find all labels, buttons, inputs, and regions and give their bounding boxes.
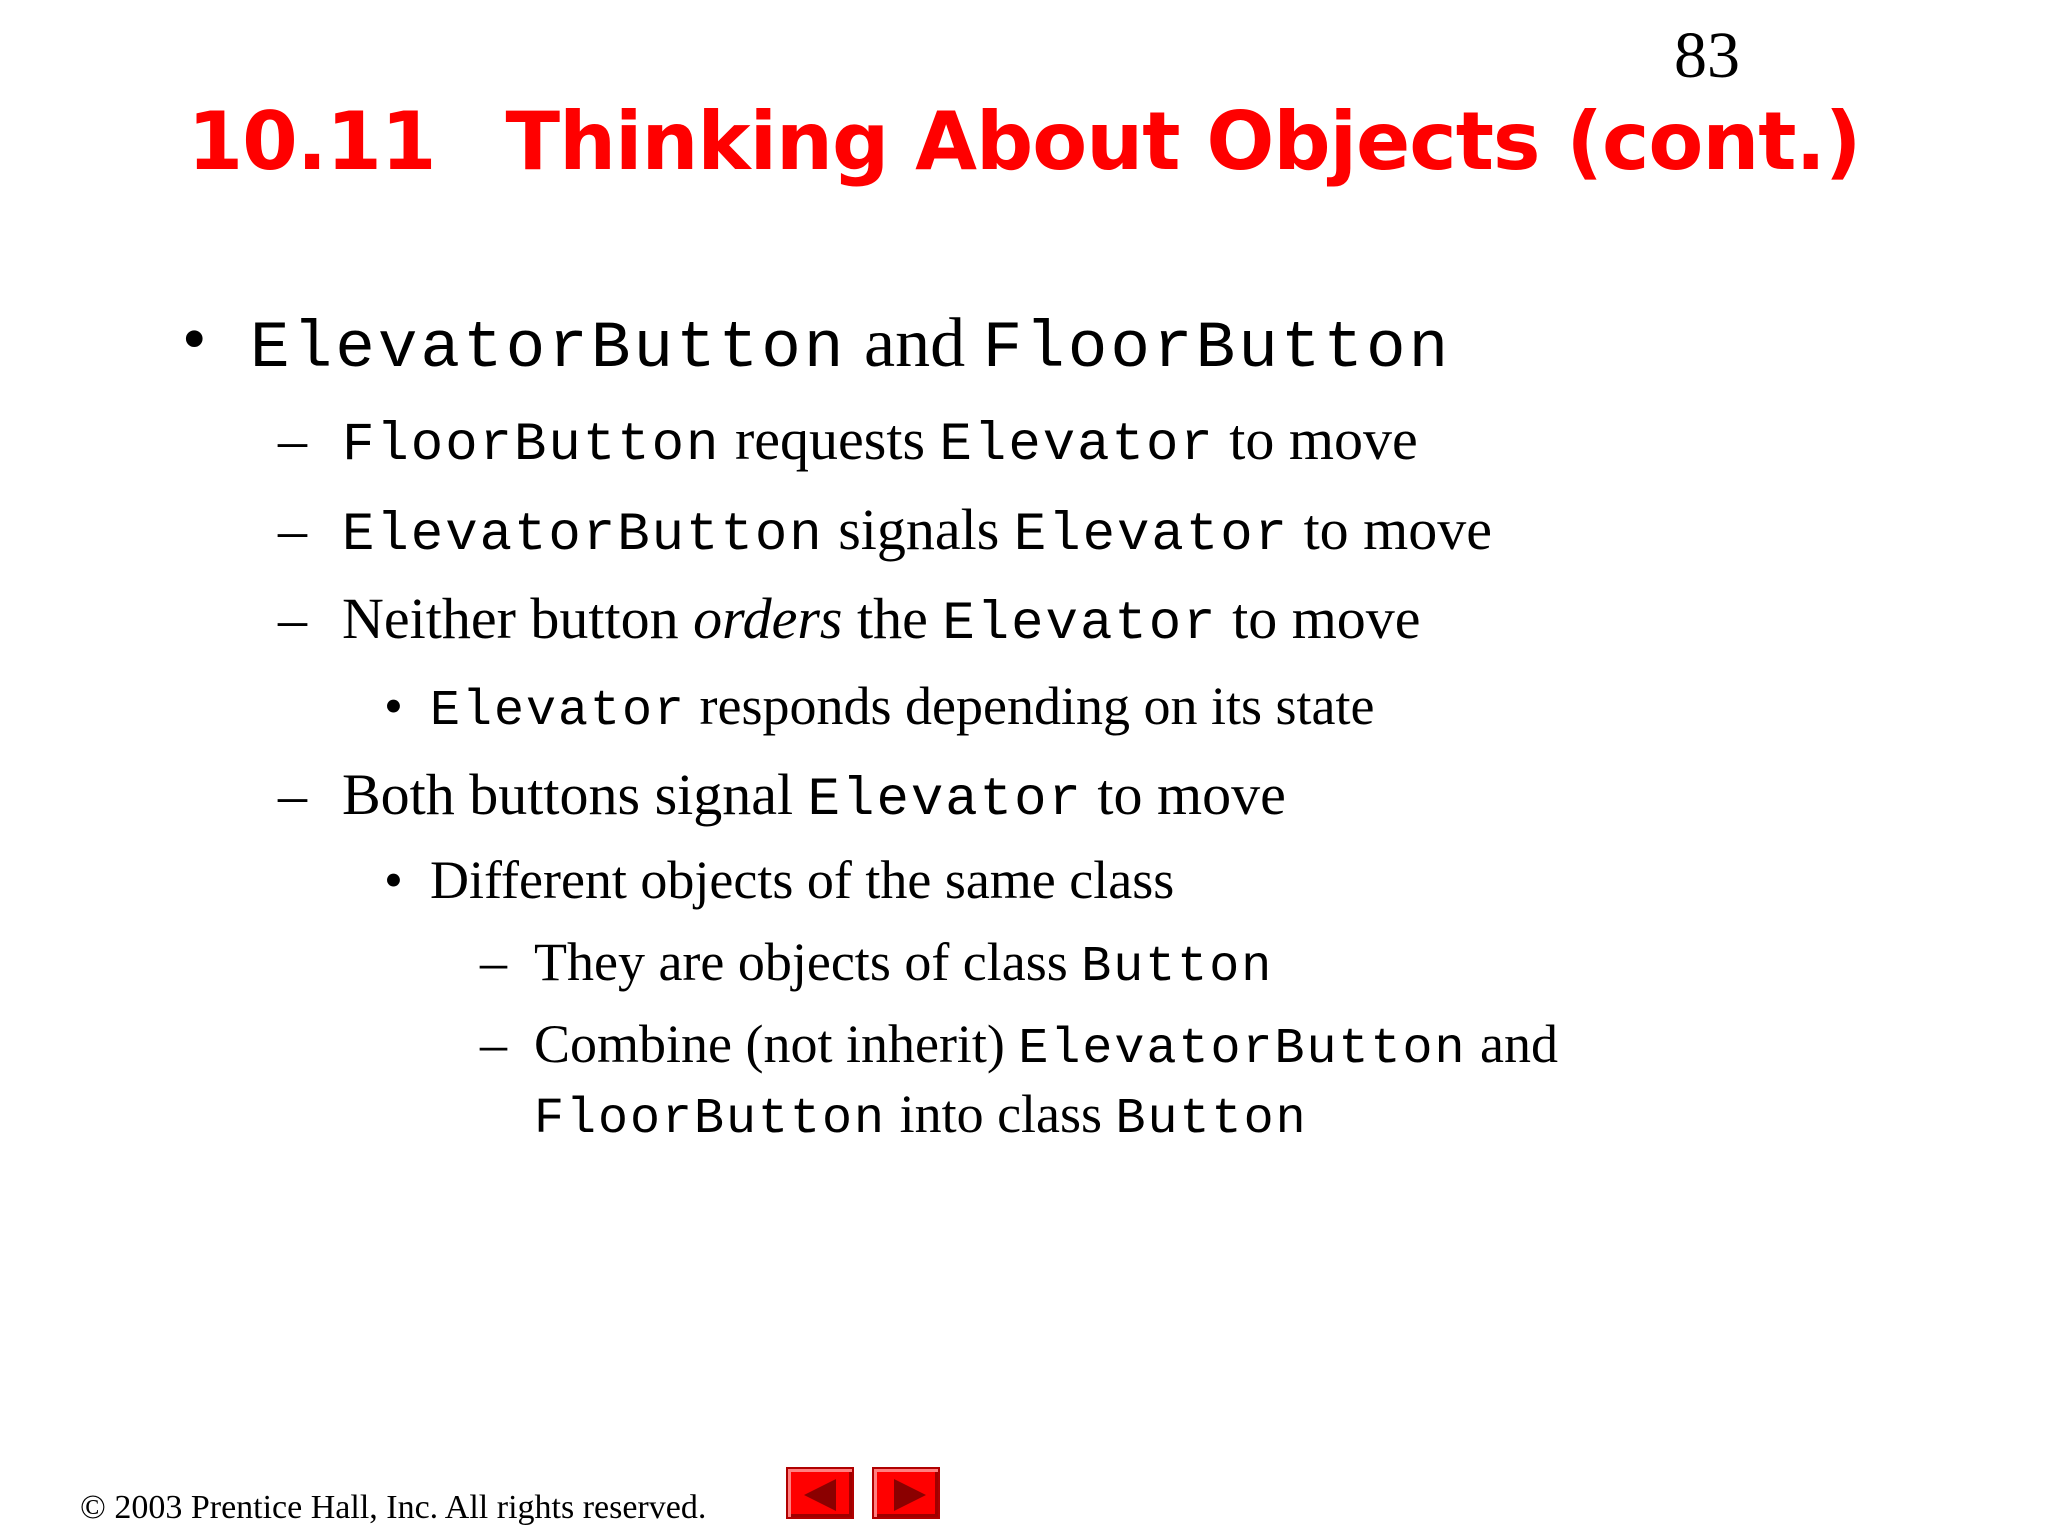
body-text: Different objects of the same class bbox=[430, 850, 1175, 910]
item-both-buttons bbox=[342, 760, 1286, 836]
title-text: Thinking About Objects (cont.) bbox=[505, 95, 1861, 188]
body-text: requests bbox=[720, 407, 940, 472]
body-text: responds depending on its state bbox=[686, 676, 1375, 736]
body-text: and bbox=[846, 305, 983, 382]
item-elevator-responds bbox=[430, 674, 1374, 744]
bullet-marker: • bbox=[384, 850, 403, 910]
slide-title bbox=[0, 92, 2048, 192]
section-number: 10.11 bbox=[187, 95, 436, 188]
previous-slide-button[interactable] bbox=[786, 1467, 854, 1519]
code-text: Elevator bbox=[942, 594, 1218, 655]
item-combine bbox=[534, 1012, 1558, 1082]
dash-marker: – bbox=[480, 1014, 507, 1074]
body-text: signals bbox=[823, 497, 1014, 562]
code-text: ElevatorButton bbox=[342, 505, 824, 566]
dash-marker: – bbox=[278, 497, 307, 562]
bullet-marker: • bbox=[384, 676, 403, 736]
code-text: Elevator bbox=[430, 683, 687, 740]
item-objects-of-class-button bbox=[534, 930, 1273, 1000]
body-text: to move bbox=[1217, 586, 1421, 651]
code-text: FloorButton bbox=[982, 311, 1452, 386]
code-text: Elevator bbox=[939, 415, 1215, 476]
item-neither-button bbox=[342, 584, 1421, 660]
body-text: to move bbox=[1214, 407, 1418, 472]
emphasis-text: orders bbox=[693, 586, 843, 651]
code-text: Elevator bbox=[1013, 505, 1290, 566]
page-number: 83 bbox=[1674, 19, 1740, 92]
body-text: Both buttons signal bbox=[342, 762, 808, 827]
dash-marker: – bbox=[480, 932, 507, 992]
body-text: to move bbox=[1289, 497, 1493, 562]
bullet-elevatorbutton-floorbutton bbox=[250, 302, 1451, 391]
body-text: Combine (not inherit) bbox=[534, 1014, 1019, 1074]
body-text: into class bbox=[886, 1084, 1116, 1144]
body-text: the bbox=[842, 586, 943, 651]
item-different-objects bbox=[430, 848, 1174, 912]
dash-marker: – bbox=[278, 762, 307, 827]
code-text: Button bbox=[1115, 1091, 1308, 1148]
body-text: Neither button bbox=[342, 586, 694, 651]
code-text: Elevator bbox=[807, 770, 1083, 831]
code-text: FloorButton bbox=[534, 1091, 887, 1148]
item-elevatorbutton-signals bbox=[342, 495, 1492, 571]
triangle-right-icon bbox=[874, 1469, 942, 1521]
code-text: ElevatorButton bbox=[1018, 1021, 1467, 1078]
bullet-marker: • bbox=[182, 301, 207, 378]
triangle-left-icon bbox=[788, 1469, 856, 1521]
code-text: Button bbox=[1081, 939, 1274, 996]
item-combine-continued bbox=[534, 1082, 1308, 1152]
item-floorbutton-requests bbox=[342, 405, 1418, 481]
copyright-footer: © 2003 Prentice Hall, Inc. All rights reserved. bbox=[80, 1489, 707, 1526]
dash-marker: – bbox=[278, 586, 307, 651]
code-text: FloorButton bbox=[342, 415, 721, 476]
body-text: to move bbox=[1082, 762, 1286, 827]
dash-marker: – bbox=[278, 407, 307, 472]
body-text: and bbox=[1466, 1014, 1558, 1074]
code-text: ElevatorButton bbox=[250, 311, 847, 386]
body-text: They are objects of class bbox=[534, 932, 1082, 992]
next-slide-button[interactable] bbox=[872, 1467, 940, 1519]
